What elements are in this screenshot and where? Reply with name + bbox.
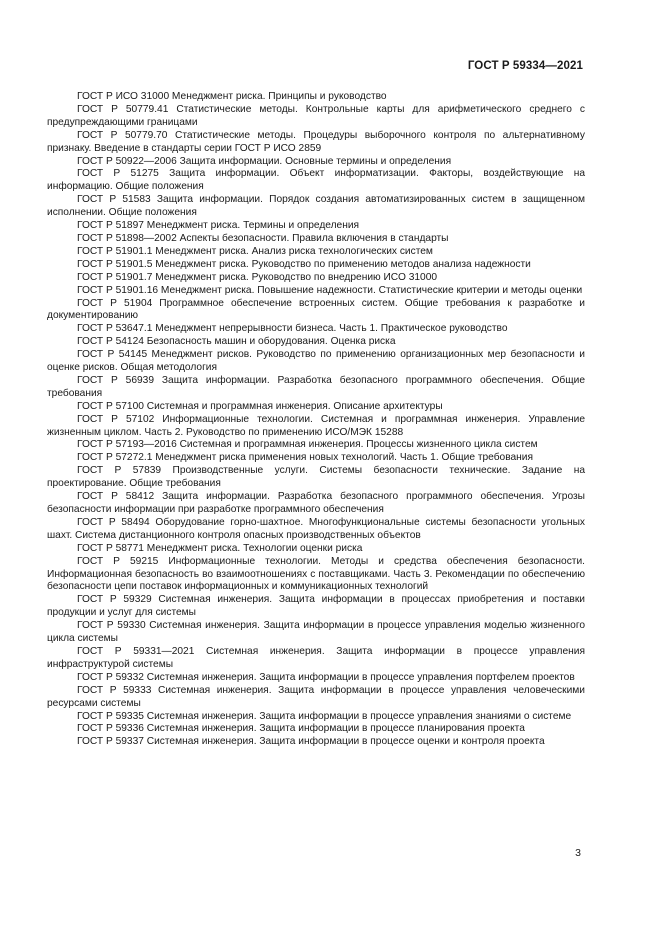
- reference-entry: ГОСТ Р 50779.70 Статистические методы. Процедуры выборочного контроля по альтернативному признаку. Введение в стандарты серии ГОСТ Р ИСО 2859: [47, 129, 585, 154]
- reference-entry: ГОСТ Р 51901.7 Менеджмент риска. Руководство по внедрению ИСО 31000: [77, 271, 438, 283]
- reference-entry: ГОСТ Р 59335 Системная инженерия. Защита информации в процессе управления знаниями о системе: [77, 710, 572, 722]
- reference-entry: ГОСТ Р 57100 Системная и программная инженерия. Описание архитектуры: [77, 400, 443, 412]
- reference-entry: ГОСТ Р 59332 Системная инженерия. Защита информации в процессе управления портфелем проектов: [77, 671, 575, 683]
- reference-entry: ГОСТ Р 51901.5 Менеджмент риска. Руководство по применению методов анализа надежности: [77, 258, 531, 270]
- reference-entry: ГОСТ Р 57193—2016 Системная и программная инженерия. Процессы жизненного цикла систем: [77, 439, 538, 451]
- reference-entry: ГОСТ Р ИСО 31000 Менеджмент риска. Принципы и руководство: [77, 91, 387, 102]
- reference-entry: ГОСТ Р 59330 Системная инженерия. Защита информации в процессе управления моделью жизненного цикла системы: [47, 620, 585, 645]
- reference-list: [47, 91, 585, 749]
- reference-entry: ГОСТ Р 57102 Информационные технологии. Системная и программная инженерия. Управление жизненным циклом. Часть 2. Руководство по применению ИСО/МЭК 15288: [47, 413, 585, 438]
- reference-entry: ГОСТ Р 59215 Информационные технологии. Методы и средства обеспечения безопасности. Информационная безопасность во взаимоотношениях с поставщиками. Часть 3. Рекомендации по обеспечению безопасности цепи поставок информационных и коммуникационных технологий: [47, 555, 585, 593]
- reference-entry: ГОСТ Р 51898—2002 Аспекты безопасности. Правила включения в стандарты: [77, 232, 449, 244]
- reference-entry: ГОСТ Р 51897 Менеджмент риска. Термины и определения: [77, 220, 360, 232]
- reference-entry: ГОСТ Р 58771 Менеджмент риска. Технологии оценки риска: [77, 542, 363, 554]
- reference-entry: ГОСТ Р 59337 Системная инженерия. Защита информации в процессе оценки и контроля проекта: [77, 736, 545, 748]
- reference-entry: ГОСТ Р 53647.1 Менеджмент непрерывности бизнеса. Часть 1. Практическое руководство: [77, 323, 508, 335]
- reference-entry: ГОСТ Р 51275 Защита информации. Объект информатизации. Факторы, воздействующие на информацию. Общие положения: [47, 168, 585, 193]
- reference-entry: ГОСТ Р 54145 Менеджмент рисков. Руководство по применению организационных мер безопасности и оценке рисков. Общая методология: [47, 349, 585, 374]
- page-number: 3: [575, 847, 581, 859]
- reference-entry: ГОСТ Р 51583 Защита информации. Порядок создания автоматизированных систем в защищенном исполнении. Общие положения: [47, 194, 585, 219]
- reference-entry: ГОСТ Р 56939 Защита информации. Разработка безопасного программного обеспечения. Общие требования: [47, 374, 585, 399]
- reference-entry: ГОСТ Р 59331—2021 Системная инженерия. Защита информации в процессе управления инфраструктурой системы: [47, 645, 585, 670]
- reference-entry: ГОСТ Р 54124 Безопасность машин и оборудования. Оценка риска: [77, 336, 396, 348]
- reference-entry: ГОСТ Р 59336 Системная инженерия. Защита информации в процессе планирования проекта: [77, 723, 525, 735]
- reference-entry: ГОСТ Р 59333 Системная инженерия. Защита информации в процессе управления человеческими ресурсами системы: [47, 684, 585, 709]
- reference-entry: ГОСТ Р 59329 Системная инженерия. Защита информации в процессах приобретения и поставки продукции и услуг для системы: [47, 594, 585, 619]
- reference-entry: ГОСТ Р 57839 Производственные услуги. Системы безопасности технические. Задание на проектирование. Общие требования: [47, 465, 585, 490]
- reference-entry: ГОСТ Р 51901.1 Менеджмент риска. Анализ риска технологических систем: [77, 245, 433, 257]
- reference-entry: ГОСТ Р 58412 Защита информации. Разработка безопасного программного обеспечения. Угрозы безопасности информации при разработке программного обеспечения: [47, 491, 585, 515]
- reference-entry: ГОСТ Р 51901.16 Менеджмент риска. Повышение надежности. Статистические критерии и методы оценки: [77, 284, 583, 296]
- reference-entry: ГОСТ Р 58494 Оборудование горно-шахтное. Многофункциональные системы безопасности угольных шахт. Система дистанционного контроля опасных производственных объектов: [47, 516, 585, 541]
- reference-entry: ГОСТ Р 50922—2006 Защита информации. Основные термины и определения: [77, 155, 452, 167]
- document-header: ГОСТ Р 59334—2021: [467, 60, 583, 72]
- reference-entry: ГОСТ Р 57272.1 Менеджмент риска применения новых технологий. Часть 1. Общие требования: [77, 452, 534, 464]
- reference-entry: ГОСТ Р 51904 Программное обеспечение встроенных систем. Общие требования к разработке и документированию: [47, 297, 585, 322]
- reference-entry: ГОСТ Р 50779.41 Статистические методы. Контрольные карты для арифметического среднего с предупреждающими границами: [47, 103, 585, 128]
